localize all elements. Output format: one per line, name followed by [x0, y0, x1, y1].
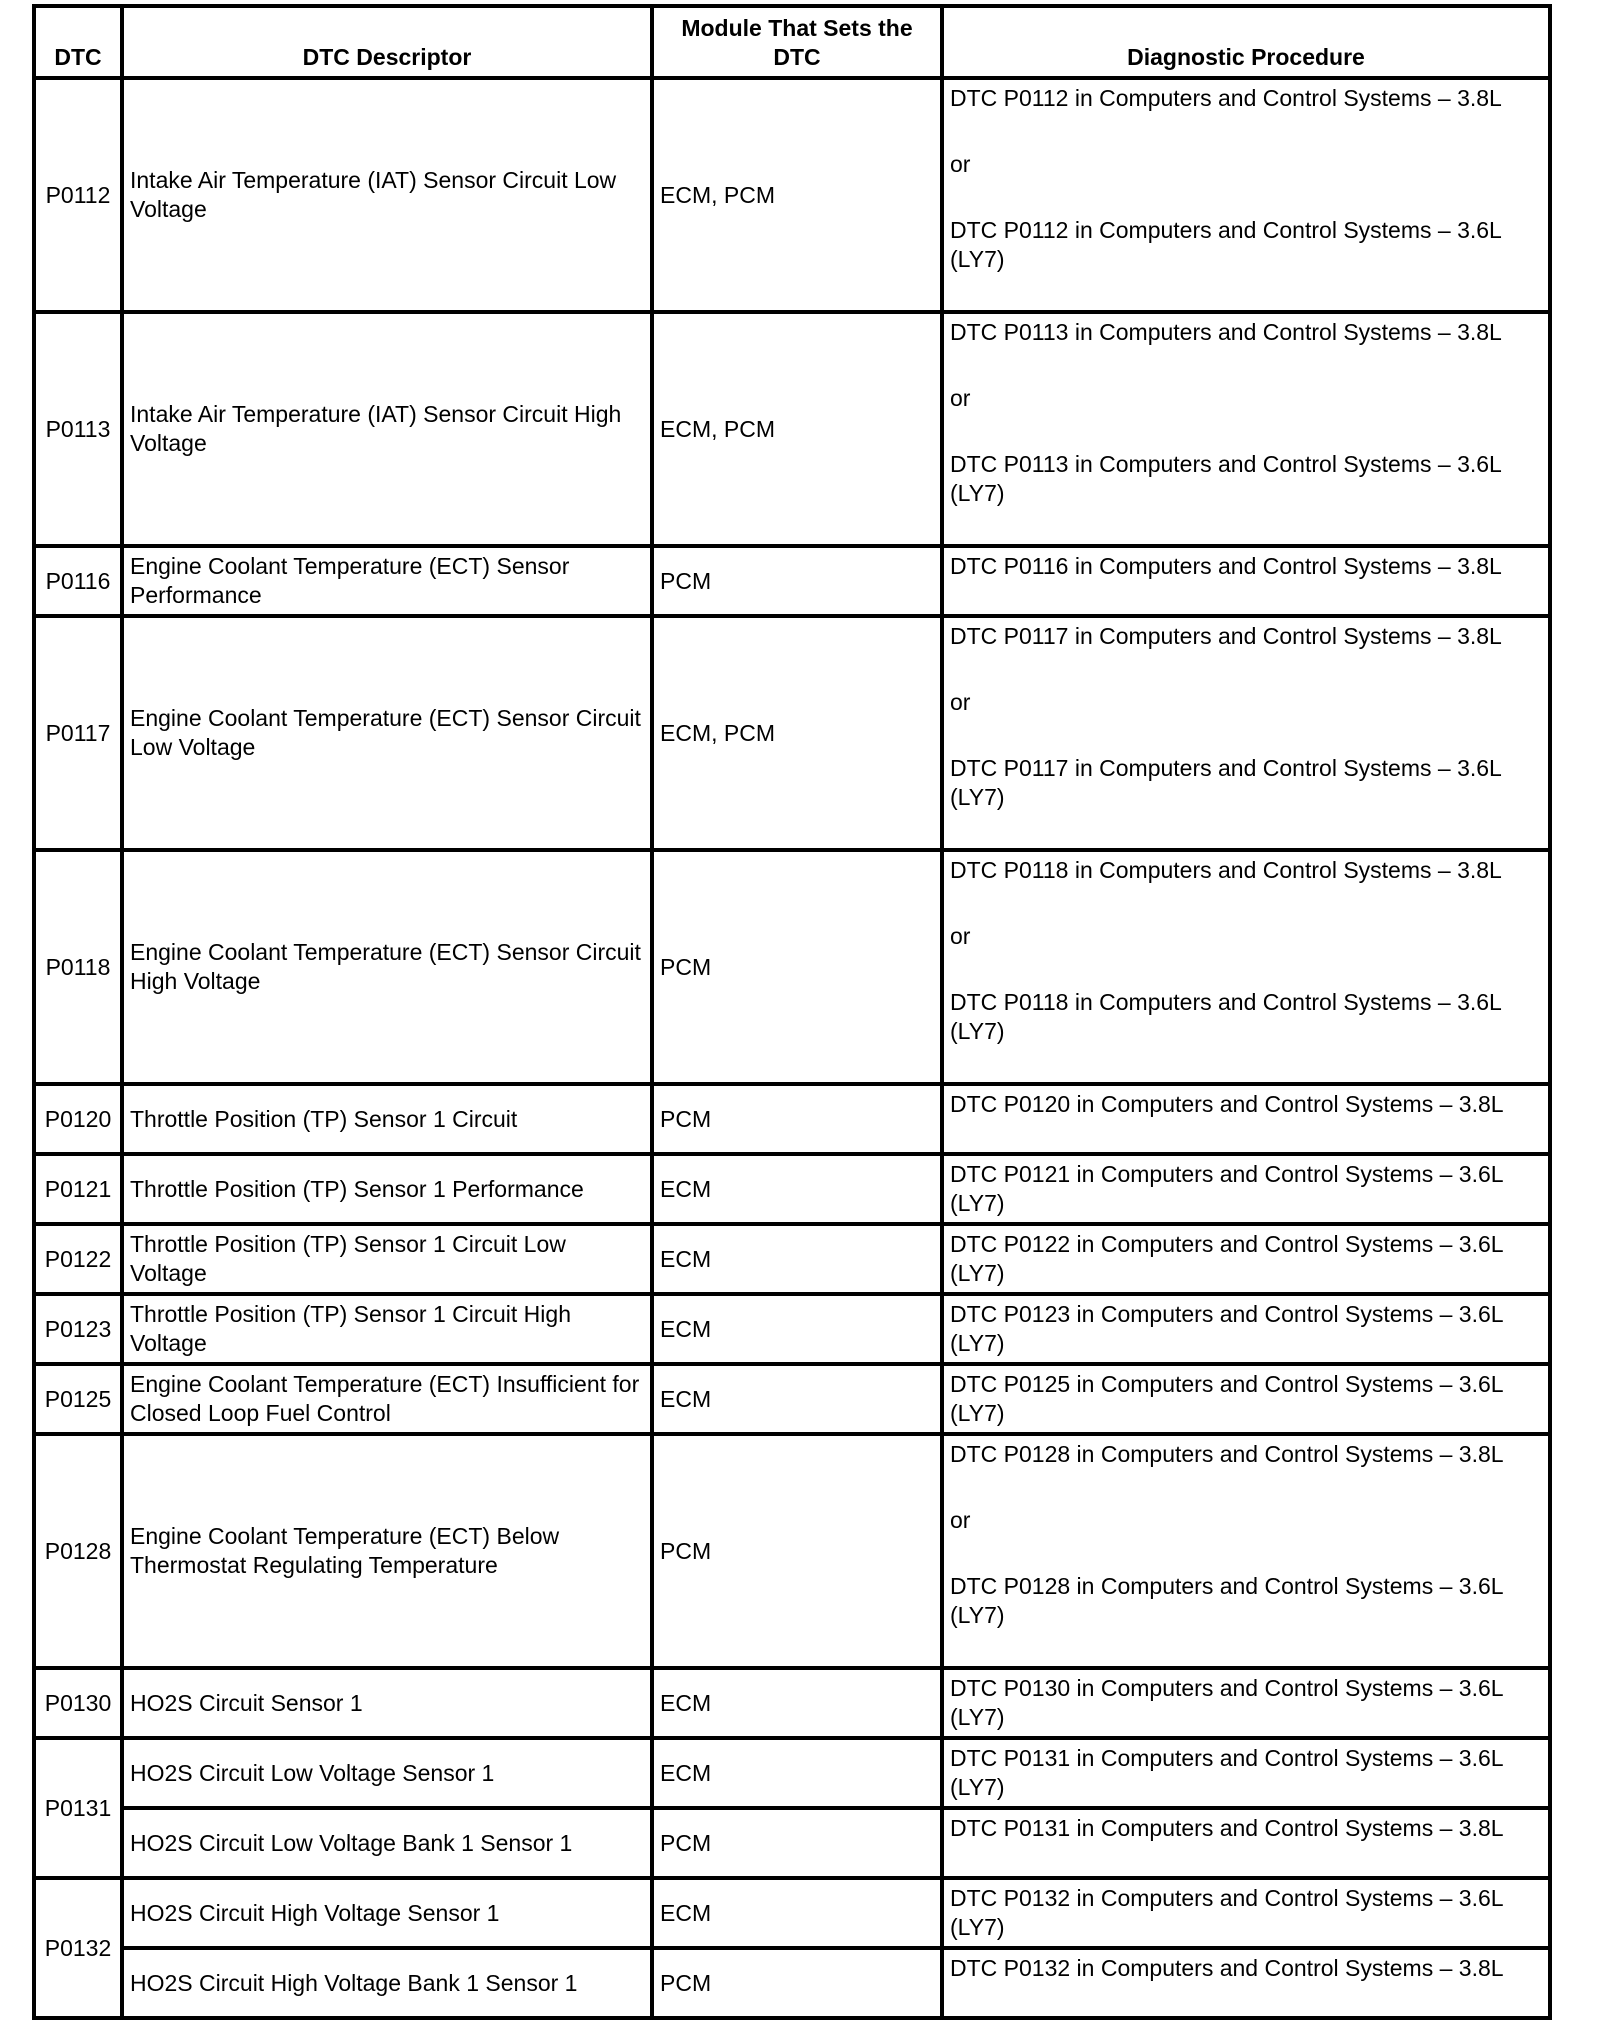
header-row	[34, 6, 1550, 78]
dtc-descriptor: HO2S Circuit High Voltage Bank 1 Sensor 1	[122, 1948, 652, 2018]
diagnostic-procedure	[942, 850, 1550, 1084]
procedure-link[interactable]: DTC P0112 in Computers and Control Systems – 3.6L (LY7)	[950, 217, 1501, 272]
dtc-module: PCM	[652, 1808, 942, 1878]
diagnostic-procedure	[942, 1294, 1550, 1364]
header-descriptor: DTC Descriptor	[122, 6, 652, 78]
dtc-code: P0120	[34, 1084, 122, 1154]
procedure-link[interactable]: DTC P0122 in Computers and Control Systems – 3.6L (LY7)	[950, 1231, 1503, 1286]
diagnostic-procedure	[942, 1668, 1550, 1738]
procedure-link[interactable]: DTC P0130 in Computers and Control Systems – 3.6L (LY7)	[950, 1675, 1503, 1730]
dtc-module: ECM	[652, 1878, 942, 1948]
procedure-link[interactable]: DTC P0125 in Computers and Control Systems – 3.6L (LY7)	[950, 1371, 1503, 1426]
dtc-descriptor: Throttle Position (TP) Sensor 1 Circuit	[122, 1084, 652, 1154]
table-row	[34, 1224, 1550, 1294]
dtc-module: ECM	[652, 1668, 942, 1738]
procedure-link[interactable]: DTC P0118 in Computers and Control Systems – 3.8L	[950, 857, 1502, 883]
dtc-module: ECM	[652, 1224, 942, 1294]
dtc-code: P0130	[34, 1668, 122, 1738]
header-module: Module That Sets the DTC	[652, 6, 942, 78]
procedure-link[interactable]: DTC P0117 in Computers and Control Systems – 3.8L	[950, 623, 1502, 649]
dtc-code: P0118	[34, 850, 122, 1084]
table-row	[34, 1434, 1550, 1668]
procedure-link[interactable]: DTC P0117 in Computers and Control Systems – 3.6L (LY7)	[950, 755, 1501, 810]
header-procedure: Diagnostic Procedure	[942, 6, 1550, 78]
procedure-link[interactable]: DTC P0113 in Computers and Control Systems – 3.8L	[950, 319, 1502, 345]
diagnostic-procedure	[942, 1948, 1550, 2018]
dtc-module: PCM	[652, 546, 942, 616]
dtc-code: P0122	[34, 1224, 122, 1294]
dtc-descriptor: HO2S Circuit Sensor 1	[122, 1668, 652, 1738]
dtc-module: ECM	[652, 1154, 942, 1224]
dtc-descriptor: Engine Coolant Temperature (ECT) Below Thermostat Regulating Temperature	[122, 1434, 652, 1668]
procedure-or: or	[950, 151, 971, 177]
diagnostic-procedure	[942, 1224, 1550, 1294]
dtc-descriptor: Intake Air Temperature (IAT) Sensor Circuit Low Voltage	[122, 78, 652, 312]
dtc-descriptor: Engine Coolant Temperature (ECT) Insufficient for Closed Loop Fuel Control	[122, 1364, 652, 1434]
dtc-descriptor: HO2S Circuit Low Voltage Sensor 1	[122, 1738, 652, 1808]
dtc-descriptor: Throttle Position (TP) Sensor 1 Circuit Low Voltage	[122, 1224, 652, 1294]
dtc-descriptor: Intake Air Temperature (IAT) Sensor Circuit High Voltage	[122, 312, 652, 546]
procedure-link[interactable]: DTC P0131 in Computers and Control Systems – 3.6L (LY7)	[950, 1745, 1503, 1800]
procedure-link[interactable]: DTC P0132 in Computers and Control Systems – 3.8L	[950, 1955, 1504, 1981]
procedure-link[interactable]: DTC P0113 in Computers and Control Systems – 3.6L (LY7)	[950, 451, 1501, 506]
table-row	[34, 1948, 1550, 2018]
diagnostic-procedure	[942, 1808, 1550, 1878]
diagnostic-procedure	[942, 1364, 1550, 1434]
dtc-descriptor: HO2S Circuit High Voltage Sensor 1	[122, 1878, 652, 1948]
table-row	[34, 616, 1550, 850]
dtc-descriptor: Engine Coolant Temperature (ECT) Sensor Performance	[122, 546, 652, 616]
table-row	[34, 1808, 1550, 1878]
table-row	[34, 546, 1550, 616]
dtc-code: P0117	[34, 616, 122, 850]
table-row	[34, 850, 1550, 1084]
diagnostic-procedure	[942, 1434, 1550, 1668]
dtc-descriptor: Throttle Position (TP) Sensor 1 Circuit High Voltage	[122, 1294, 652, 1364]
diagnostic-procedure	[942, 1154, 1550, 1224]
procedure-link[interactable]: DTC P0118 in Computers and Control Systems – 3.6L (LY7)	[950, 989, 1501, 1044]
dtc-code: P0132	[34, 1878, 122, 2018]
dtc-descriptor: Engine Coolant Temperature (ECT) Sensor Circuit Low Voltage	[122, 616, 652, 850]
procedure-link[interactable]: DTC P0128 in Computers and Control Systems – 3.8L	[950, 1441, 1504, 1467]
procedure-or: or	[950, 923, 971, 949]
table-row	[34, 1878, 1550, 1948]
header-dtc: DTC	[34, 6, 122, 78]
table-row	[34, 78, 1550, 312]
dtc-module: PCM	[652, 1434, 942, 1668]
diagnostic-procedure	[942, 1878, 1550, 1948]
dtc-module: ECM	[652, 1364, 942, 1434]
dtc-descriptor: Throttle Position (TP) Sensor 1 Performance	[122, 1154, 652, 1224]
dtc-table	[32, 4, 1552, 2020]
procedure-link[interactable]: DTC P0121 in Computers and Control Systems – 3.6L (LY7)	[950, 1161, 1503, 1216]
dtc-module: ECM	[652, 1738, 942, 1808]
dtc-module: ECM, PCM	[652, 78, 942, 312]
dtc-module: PCM	[652, 850, 942, 1084]
dtc-descriptor: Engine Coolant Temperature (ECT) Sensor Circuit High Voltage	[122, 850, 652, 1084]
table-row	[34, 1668, 1550, 1738]
dtc-code: P0128	[34, 1434, 122, 1668]
dtc-module: PCM	[652, 1948, 942, 2018]
dtc-module: ECM, PCM	[652, 312, 942, 546]
procedure-link[interactable]: DTC P0116 in Computers and Control Systems – 3.8L	[950, 553, 1502, 579]
dtc-code: P0121	[34, 1154, 122, 1224]
diagnostic-procedure	[942, 1738, 1550, 1808]
table-row	[34, 1154, 1550, 1224]
dtc-code: P0123	[34, 1294, 122, 1364]
dtc-module: PCM	[652, 1084, 942, 1154]
diagnostic-procedure	[942, 312, 1550, 546]
procedure-or: or	[950, 689, 971, 715]
procedure-link[interactable]: DTC P0123 in Computers and Control Systems – 3.6L (LY7)	[950, 1301, 1503, 1356]
table-row	[34, 312, 1550, 546]
diagnostic-procedure	[942, 78, 1550, 312]
diagnostic-procedure	[942, 546, 1550, 616]
procedure-link[interactable]: DTC P0120 in Computers and Control Systems – 3.8L	[950, 1091, 1504, 1117]
diagnostic-procedure	[942, 616, 1550, 850]
procedure-link[interactable]: DTC P0128 in Computers and Control Systems – 3.6L (LY7)	[950, 1573, 1503, 1628]
dtc-module: ECM	[652, 1294, 942, 1364]
table-row	[34, 1084, 1550, 1154]
procedure-link[interactable]: DTC P0112 in Computers and Control Systems – 3.8L	[950, 85, 1502, 111]
procedure-link[interactable]: DTC P0132 in Computers and Control Systems – 3.6L (LY7)	[950, 1885, 1503, 1940]
dtc-descriptor: HO2S Circuit Low Voltage Bank 1 Sensor 1	[122, 1808, 652, 1878]
dtc-code: P0125	[34, 1364, 122, 1434]
dtc-code: P0113	[34, 312, 122, 546]
procedure-or: or	[950, 385, 971, 411]
dtc-module: ECM, PCM	[652, 616, 942, 850]
procedure-link[interactable]: DTC P0131 in Computers and Control Systems – 3.8L	[950, 1815, 1504, 1841]
dtc-code: P0131	[34, 1738, 122, 1878]
table-row	[34, 1364, 1550, 1434]
dtc-code: P0116	[34, 546, 122, 616]
table-row	[34, 1294, 1550, 1364]
procedure-or: or	[950, 1507, 971, 1533]
table-row	[34, 1738, 1550, 1808]
dtc-code: P0112	[34, 78, 122, 312]
diagnostic-procedure	[942, 1084, 1550, 1154]
